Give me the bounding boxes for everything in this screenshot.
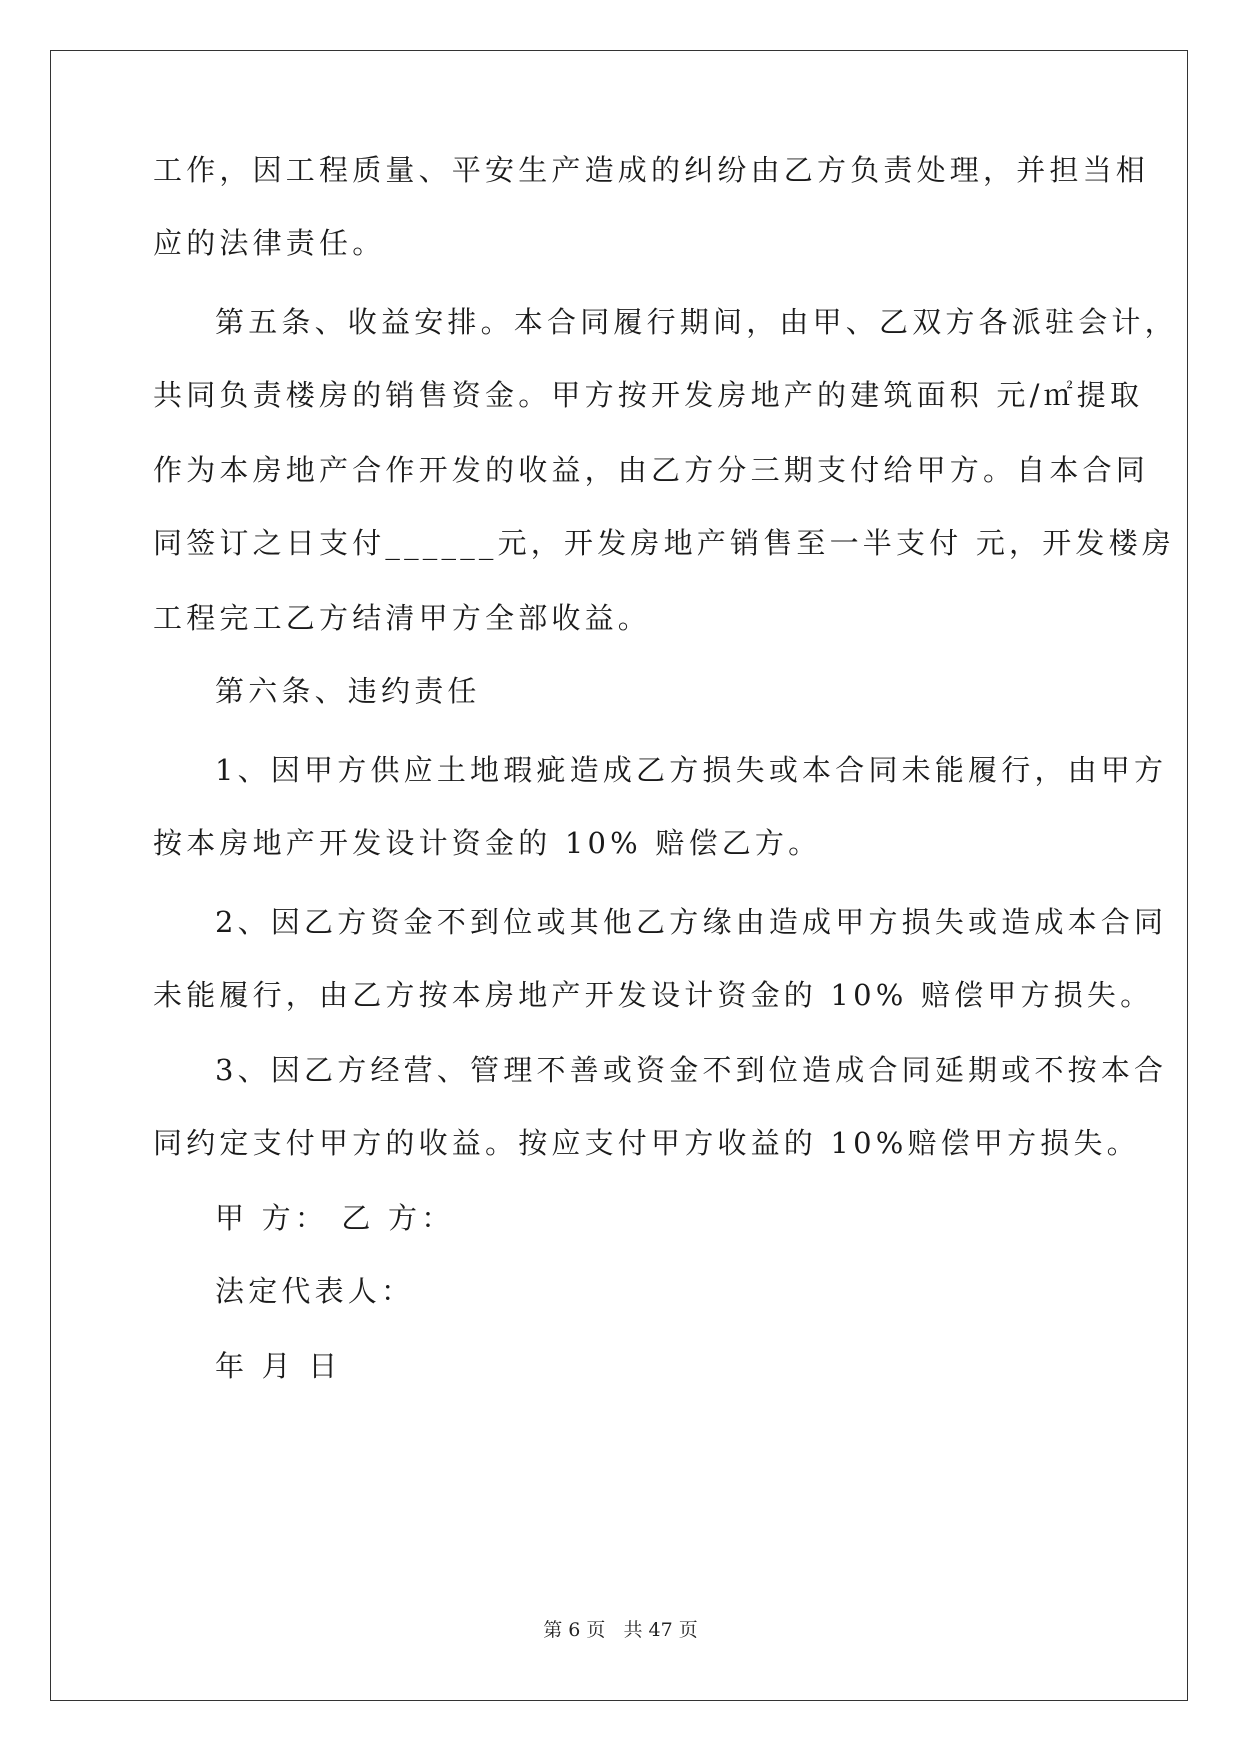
text-line: 3、因乙方经营、管理不善或资金不到位造成合同延期或不按本合 [215, 1053, 1168, 1087]
legal-representative: 法定代表人： [215, 1274, 415, 1308]
section-heading: 第六条、违约责任 [215, 674, 481, 708]
text-line: 同签订之日支付______元，开发房地产销售至一半支付 元，开发楼房 [153, 526, 1176, 560]
text-line: 第五条、收益安排。本合同履行期间，由甲、乙双方各派驻会计， [215, 305, 1178, 339]
text-line: 应的法律责任。 [153, 226, 386, 260]
page-border [50, 50, 1188, 1701]
text-line: 工作，因工程质量、平安生产造成的纠纷由乙方负责处理，并担当相 [153, 153, 1150, 187]
page-number: 第 6 页 共 47 页 [543, 1619, 698, 1641]
text-line: 2、因乙方资金不到位或其他乙方缘由造成甲方损失或造成本合同 [215, 905, 1168, 939]
signature-parties: 甲 方： 乙 方： [215, 1201, 455, 1235]
text-line: 1、因甲方供应土地瑕疵造成乙方损失或本合同未能履行，由甲方 [215, 753, 1168, 787]
text-line: 工程完工乙方结清甲方全部收益。 [153, 601, 652, 635]
text-line: 作为本房地产合作开发的收益，由乙方分三期支付给甲方。自本合同 [153, 453, 1150, 487]
text-line: 按本房地产开发设计资金的 10% 赔偿乙方。 [153, 826, 822, 860]
text-line: 同约定支付甲方的收益。按应支付甲方收益的 10%赔偿甲方损失。 [153, 1126, 1140, 1160]
text-line: 共同负责楼房的销售资金。甲方按开发房地产的建筑面积 元/㎡提取 [153, 378, 1144, 412]
text-line: 未能履行，由乙方按本房地产开发设计资金的 10% 赔偿甲方损失。 [153, 978, 1154, 1012]
date-line: 年 月 日 [215, 1349, 342, 1383]
